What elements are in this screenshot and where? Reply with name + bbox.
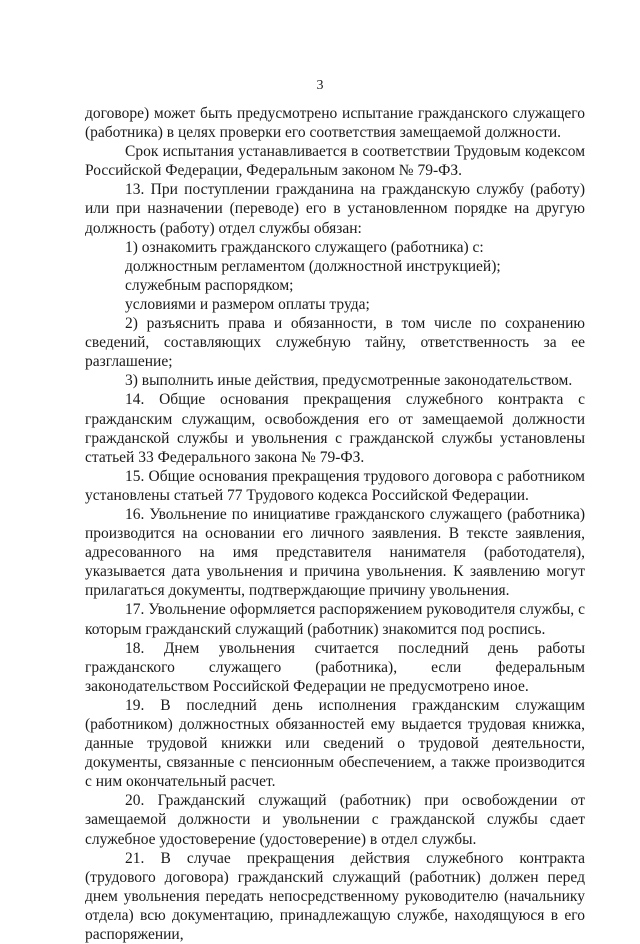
paragraph-13-item-3: 3) выполнить иные действия, предусмотренные законодательством. bbox=[125, 372, 573, 390]
paragraph-13-item-1-b: служебным распорядком; bbox=[125, 276, 294, 294]
paragraph-15: 15. Общие основания прекращения трудового договора с работником установлены статьей 77 Трудового кодекса Российской Федерации. bbox=[85, 467, 585, 504]
paragraph-17: 17. Увольнение оформляется распоряжением руководителя службы, с которым гражданский служащий (работник) знакомится под роспись. bbox=[85, 601, 585, 638]
paragraph-13-item-1-c: условиями и размером оплаты труда; bbox=[125, 295, 370, 313]
document-body bbox=[85, 104, 585, 944]
paragraph-13-item-1: 1) ознакомить гражданского служащего (работника) с: bbox=[125, 238, 484, 256]
paragraph-21: 21. В случае прекращения действия служебного контракта (трудового договора) гражданский служащий (работник) должен перед днем увольнения передать непосредственному руководителю (начальнику отдела) всю документацию, принадлежащую службе, находящуюся в его распоряжении, bbox=[85, 849, 585, 944]
paragraph-14: 14. Общие основания прекращения служебного контракта с гражданским служащим, освобождения его от замещаемой должности гражданской службы и увольнения с гражданской службы установлены статьей 33 Федерального закона № 79-ФЗ. bbox=[85, 391, 585, 466]
paragraph-18: 18. Днем увольнения считается последний день работы гражданского служащего (работника), если федеральным законодательством Российской Федерации не предусмотрено иное. bbox=[85, 639, 585, 695]
paragraph-13-item-2: 2) разъяснить права и обязанности, в том числе по сохранению сведений, составляющих служебную тайну, ответственность за ее разглашение; bbox=[85, 315, 585, 371]
paragraph-probation-term: Срок испытания устанавливается в соответствии Трудовым кодексом Российской Федерации, Федеральным законом № 79-ФЗ. bbox=[85, 143, 585, 180]
paragraph-13-item-1-a: должностным регламентом (должностной инструкцией); bbox=[125, 257, 501, 275]
paragraph-20: 20. Гражданский служащий (работник) при освобождении от замещаемой должности и увольнении с гражданской службы сдает служебное удостоверение (удостоверение) в отдел службы. bbox=[85, 792, 585, 848]
paragraph-13: 13. При поступлении гражданина на гражданскую службу (работу) или при назначении (переводе) его в установленном порядке на другую должность (работу) отдел службы обязан: bbox=[85, 181, 585, 237]
paragraph-16: 16. Увольнение по инициативе гражданского служащего (работника) производится на основании его личного заявления. В тексте заявления, адресованного на имя представителя нанимателя (работодателя), указывается дата увольнения и причина увольнения. К заявлению могут прилагаться документы, подтверждающие причину увольнения. bbox=[85, 505, 585, 600]
paragraph-19: 19. В последний день исполнения гражданским служащим (работником) должностных обязанностей ему выдается трудовая книжка, данные трудовой книжки или сведений о трудовой деятельности, документы, связанные с пенсионным обеспечением, а также производится с ним окончательный расчет. bbox=[85, 696, 585, 791]
page-number: 3 bbox=[316, 78, 324, 93]
paragraph-continuation: договоре) может быть предусмотрено испытание гражданского служащего (работника) в целях проверки его соответствия замещаемой должности. bbox=[85, 105, 585, 142]
